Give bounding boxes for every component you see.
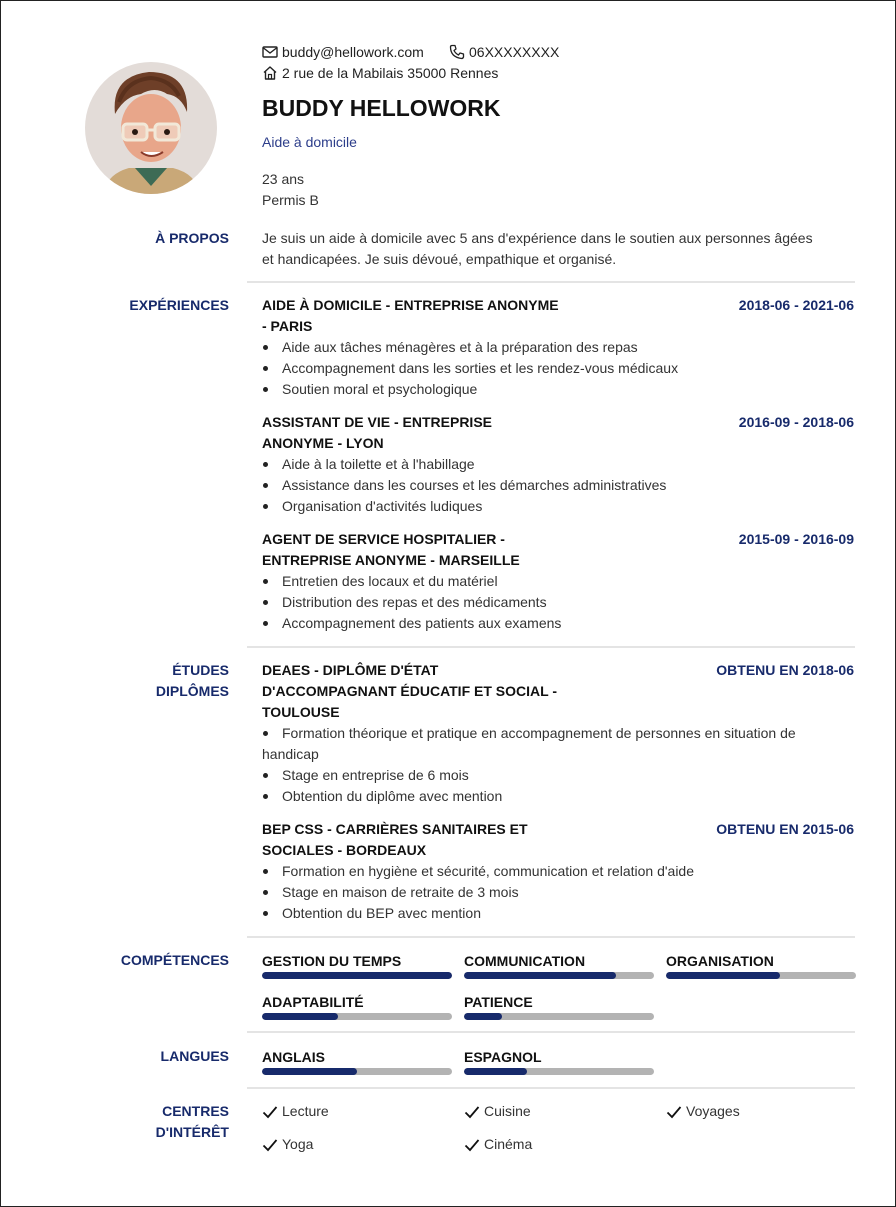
interest-label: Voyages	[686, 1103, 740, 1119]
divider	[247, 936, 855, 938]
divider	[247, 1087, 855, 1089]
degree-title-line: SOCIALES - BORDEAUX	[262, 842, 427, 858]
job-date: 2016-09 - 2018-06	[738, 414, 854, 430]
list-item: Obtention du diplôme avec mention	[262, 786, 277, 807]
section-label-experiences: EXPÉRIENCES	[129, 297, 229, 313]
skill-name: COMMUNICATION	[464, 953, 586, 969]
degree-title-line: BEP CSS - CARRIÈRES SANITAIRES ET	[262, 821, 528, 837]
check-icon	[262, 1138, 278, 1152]
interest-item	[262, 1134, 313, 1155]
language-bar	[262, 1068, 452, 1075]
list-item: Organisation d'activités ludiques	[262, 496, 277, 517]
list-item: Obtention du BEP avec mention	[262, 903, 277, 924]
skill-bar-fill	[464, 972, 616, 979]
skill-bar-fill	[262, 972, 452, 979]
driving-license: Permis B	[262, 192, 319, 208]
list-item: Soutien moral et psychologique	[262, 379, 277, 400]
job-date: 2015-09 - 2016-09	[738, 531, 854, 547]
degree-title-line: TOULOUSE	[262, 704, 340, 720]
skill-bar	[464, 972, 654, 979]
phone-text: 06XXXXXXXX	[469, 44, 560, 60]
interest-item	[262, 1101, 329, 1122]
section-label-interests-2: D'INTÉRÊT	[155, 1124, 229, 1140]
job-title: Aide à domicile	[262, 134, 357, 150]
section-label-diplomas: DIPLÔMES	[155, 683, 229, 699]
divider	[247, 281, 855, 283]
skill-bar-fill	[262, 1013, 338, 1020]
interest-label: Yoga	[282, 1136, 314, 1152]
interest-label: Lecture	[282, 1103, 329, 1119]
candidate-name: BUDDY HELLOWORK	[262, 95, 501, 121]
divider	[247, 646, 855, 648]
avatar	[85, 62, 217, 194]
language-name: ANGLAIS	[262, 1049, 325, 1065]
section-label-studies: ÉTUDES	[172, 662, 229, 678]
job-title-line: ENTREPRISE ANONYME - MARSEILLE	[262, 552, 520, 568]
phone-icon	[449, 44, 465, 60]
interest-label: Cinéma	[484, 1136, 533, 1152]
degree-title-line: D'ACCOMPAGNANT ÉDUCATIF ET SOCIAL -	[262, 683, 557, 699]
section-label-interests: CENTRES	[162, 1103, 229, 1119]
skill-bar-fill	[666, 972, 780, 979]
skill-name: ORGANISATION	[666, 953, 774, 969]
interest-item	[464, 1101, 531, 1122]
job-title-line: AGENT DE SERVICE HOSPITALIER -	[262, 531, 505, 547]
skill-name: PATIENCE	[464, 994, 533, 1010]
language-bar	[464, 1068, 654, 1075]
list-item: Accompagnement dans les sorties et les rendez-vous médicaux	[262, 358, 277, 379]
interest-item	[464, 1134, 532, 1155]
age: 23 ans	[262, 171, 305, 187]
email-text: buddy@hellowork.com	[282, 44, 424, 60]
skill-item	[464, 993, 654, 1020]
degree-date: OBTENU EN 2015-06	[716, 821, 854, 837]
skill-bar	[666, 972, 856, 979]
language-item	[262, 1048, 452, 1075]
about-line-1: Je suis un aide à domicile avec 5 ans d'expérience dans le soutien aux personnes âgées	[262, 230, 813, 246]
list-item: Stage en entreprise de 6 mois	[262, 765, 277, 786]
mail-icon	[262, 45, 278, 59]
list-item: Assistance dans les courses et les démarches administratives	[262, 475, 277, 496]
skill-item	[666, 952, 856, 979]
check-icon	[262, 1105, 278, 1119]
list-item: Formation théorique et pratique en accompagnement de personnes en situation de	[262, 723, 277, 744]
divider	[247, 1031, 855, 1033]
job-title-line: AIDE À DOMICILE - ENTREPRISE ANONYME	[262, 297, 559, 313]
skill-name: ADAPTABILITÉ	[262, 994, 364, 1010]
list-item: Distribution des repas et des médicaments	[262, 592, 277, 613]
skill-bar	[262, 972, 452, 979]
language-name: ESPAGNOL	[464, 1049, 542, 1065]
check-icon	[666, 1105, 682, 1119]
skill-item	[262, 952, 452, 979]
list-item: Accompagnement des patients aux examens	[262, 613, 277, 634]
email-line	[262, 42, 424, 63]
list-item-continuation: handicap	[262, 746, 319, 762]
skill-bar	[464, 1013, 654, 1020]
list-item: Aide aux tâches ménagères et à la préparation des repas	[262, 337, 277, 358]
skill-name: GESTION DU TEMPS	[262, 953, 402, 969]
about-line-2: et handicapées. Je suis dévoué, empathique et organisé.	[262, 251, 617, 267]
skill-bar-fill	[464, 1013, 502, 1020]
degree-date: OBTENU EN 2018-06	[716, 662, 854, 678]
address-line	[262, 63, 498, 84]
home-icon	[262, 65, 278, 81]
skill-item	[464, 952, 654, 979]
language-item	[464, 1048, 654, 1075]
language-bar-fill	[262, 1068, 357, 1075]
language-bar-fill	[464, 1068, 527, 1075]
job-title-line: - PARIS	[262, 318, 313, 334]
interest-label: Cuisine	[484, 1103, 531, 1119]
check-icon	[464, 1138, 480, 1152]
check-icon	[464, 1105, 480, 1119]
list-item: Formation en hygiène et sécurité, communication et relation d'aide	[262, 861, 277, 882]
address-text: 2 rue de la Mabilais 35000 Rennes	[282, 65, 499, 81]
list-item: Entretien des locaux et du matériel	[262, 571, 277, 592]
list-item: Aide à la toilette et à l'habillage	[262, 454, 277, 475]
interest-item	[666, 1101, 740, 1122]
section-label-skills: COMPÉTENCES	[120, 952, 229, 968]
job-title-line: ASSISTANT DE VIE - ENTREPRISE	[262, 414, 492, 430]
skill-bar	[262, 1013, 452, 1020]
skill-item	[262, 993, 452, 1020]
section-label-languages: LANGUES	[160, 1048, 229, 1064]
section-label-about: À PROPOS	[155, 230, 229, 246]
degree-title-line: DEAES - DIPLÔME D'ÉTAT	[262, 662, 439, 678]
list-item: Stage en maison de retraite de 3 mois	[262, 882, 277, 903]
job-date: 2018-06 - 2021-06	[738, 297, 854, 313]
phone-line	[449, 42, 559, 63]
job-title-line: ANONYME - LYON	[262, 435, 384, 451]
